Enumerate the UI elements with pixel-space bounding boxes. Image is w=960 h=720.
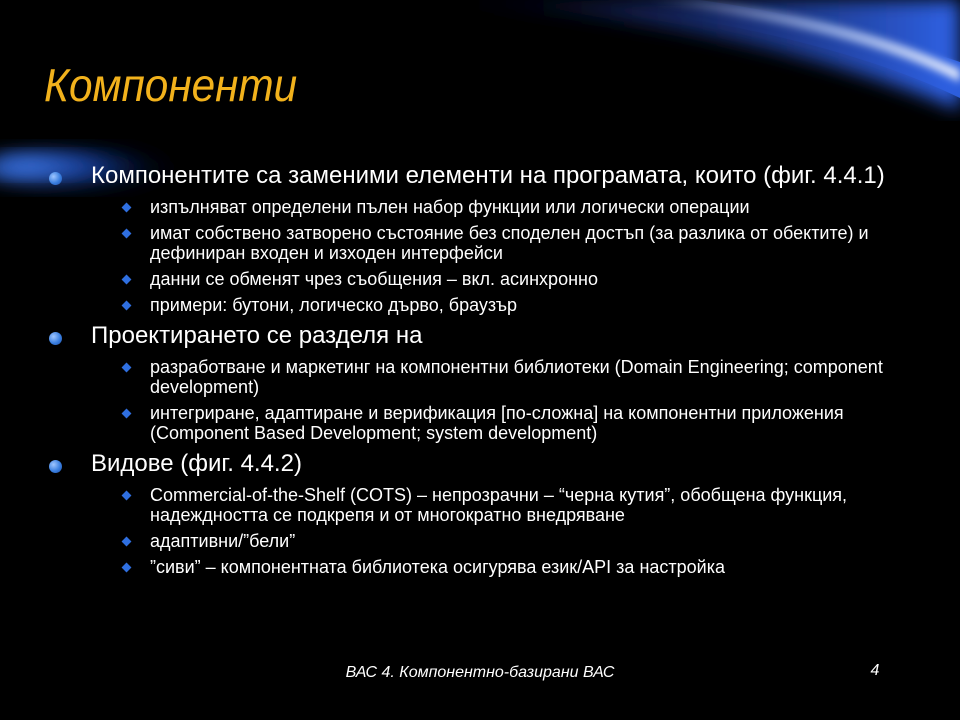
- diamond-bullet-icon: [122, 491, 132, 501]
- sub-bullet-text: адаптивни/”бели”: [150, 531, 296, 551]
- sub-bullet-list: [46, 485, 936, 577]
- bullet-list: [46, 164, 936, 586]
- sub-bullet-item: [46, 557, 936, 577]
- diamond-bullet-icon: [122, 229, 132, 239]
- sub-bullet-item: [46, 197, 936, 217]
- page-number: 4: [870, 662, 880, 679]
- bullet-text: Видове (фиг. 4.4.2): [91, 450, 302, 477]
- sub-bullet-list: [46, 197, 936, 315]
- sub-bullet-item: [46, 223, 936, 263]
- diamond-bullet-icon: [122, 409, 132, 419]
- diamond-bullet-icon: [122, 537, 132, 547]
- diamond-bullet-icon: [122, 275, 132, 285]
- footer-course-title: ВАС 4. Компонентно-базирани ВАС: [345, 664, 615, 681]
- diamond-bullet-icon: [122, 203, 132, 213]
- sub-bullet-text: ”сиви” – компонентната библиотека осигурява език/API за настройка: [150, 557, 725, 577]
- bullet-text: Компонентите са заменими елементи на програмата, които (фиг. 4.4.1): [91, 162, 885, 189]
- sub-bullet-item: [46, 485, 936, 525]
- bullet-item: [46, 324, 936, 443]
- bullet-text: Проектирането се разделя на: [91, 322, 423, 349]
- sub-bullet-item: [46, 357, 936, 397]
- sub-bullet-text: Commercial-of-the-Shelf (COTS) – непрозрачни – “черна кутия”, обобщена функция, надеждността се подкрепя и от многократно внедряване: [150, 485, 848, 525]
- sub-bullet-item: [46, 269, 936, 289]
- bullet-item: [46, 452, 936, 577]
- slide-title: Компоненти: [44, 59, 298, 111]
- diamond-bullet-icon: [122, 563, 132, 573]
- bullet-item: [46, 164, 936, 315]
- sub-bullet-text: имат собствено затворено състояние без споделен достъп (за разлика от обектите) и дефиниран входен и изходен интерфейси: [150, 223, 869, 263]
- sub-bullet-text: данни се обменят чрез съобщения – вкл. асинхронно: [150, 269, 598, 289]
- sub-bullet-text: изпълняват определени пълен набор функции или логически операции: [150, 197, 750, 217]
- sub-bullet-item: [46, 295, 936, 315]
- sub-bullet-item: [46, 403, 936, 443]
- bullet-dot-icon: [49, 332, 62, 345]
- diamond-bullet-icon: [122, 301, 132, 311]
- bullet-dot-icon: [49, 172, 62, 185]
- sub-bullet-text: разработване и маркетинг на компонентни библиотеки (Domain Engineering; component development): [150, 357, 883, 397]
- sub-bullet-list: [46, 357, 936, 443]
- sub-bullet-text: интегриране, адаптиране и верификация [по-сложна] на компонентни приложения (Component Based Development; system development): [150, 403, 844, 443]
- diamond-bullet-icon: [122, 363, 132, 373]
- sub-bullet-item: [46, 531, 936, 551]
- bullet-dot-icon: [49, 460, 62, 473]
- sub-bullet-text: примери: бутони, логическо дърво, браузър: [150, 295, 518, 315]
